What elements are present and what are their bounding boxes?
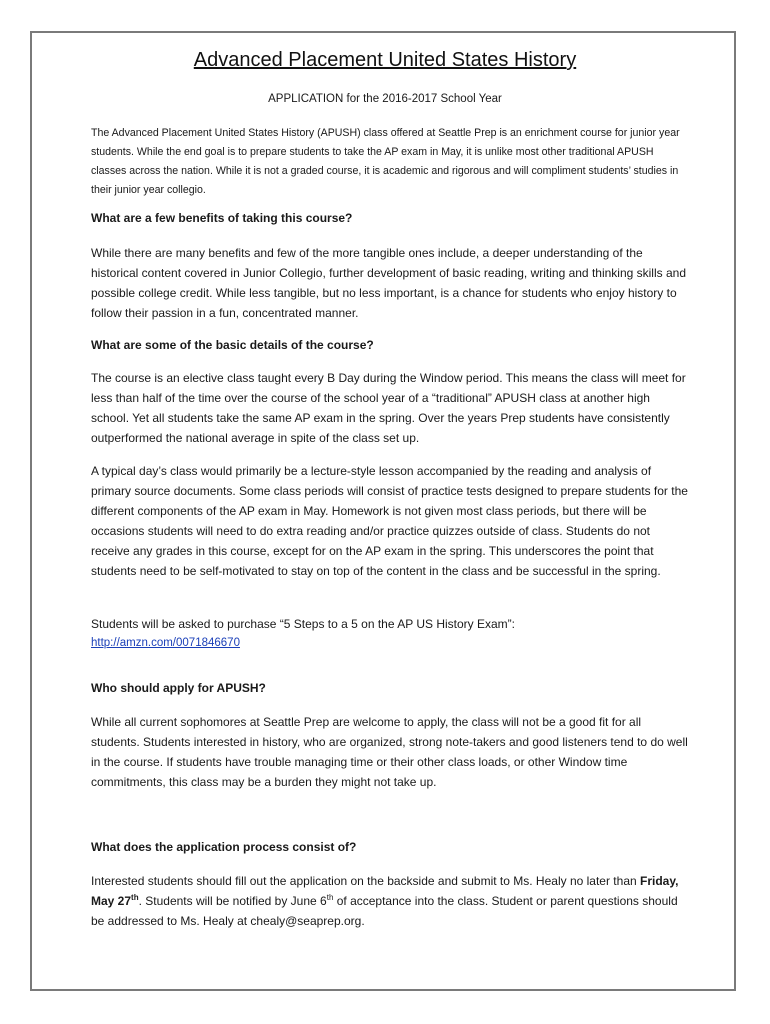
page-title: Advanced Placement United States History (193, 49, 577, 71)
answer-process-notify: . Students will be notified by June 6 (138, 894, 327, 908)
answer-process-intro: Interested students should fill out the application on the backside and submit to Ms. Healy no later than (91, 874, 637, 888)
intro-paragraph: The Advanced Placement United States History (APUSH) class offered at Seattle Prep is an enrichment course for junior year students. While the end goal is to prepare students to take the AP exam in May, it is unlike most other traditional APUSH classes across the nation. While it is not a graded course, it is academic and rigorous and will compliment students’ studies in their junior year collegio. (91, 127, 680, 196)
answer-who-apply: While all current sophomores at Seattle Prep are welcome to apply, the class will not be a good fit for all students. Students interested in history, who are organized, strong note-takers and good listeners tend to do well in the course. If students have trouble managing time or their other class loads, or other Window time commitments, this class may be a burden they might not take up. (91, 715, 688, 789)
answer-benefits: While there are many benefits and few of the more tangible ones include, a deeper understanding of the historical content covered in Junior Collegio, further development of basic reading, writing and thinking skills and possible college credit. While less tangible, but no less important, is a chance for students who enjoy history to follow their passion in a fun, concentrated manner. (91, 246, 686, 320)
answer-application-process (91, 871, 691, 931)
question-who-apply: Who should apply for APUSH? (91, 681, 266, 695)
book-link-container (91, 632, 691, 653)
answer-details-paragraph-2: A typical day’s class would primarily be a lecture-style lesson accompanied by the reading and analysis of primary source documents. Some class periods will consist of practice tests designed to prepare students for the different components of the AP exam in May. Homework is not given most class periods, but there will be occasions students will need to do extra reading and/or practice quizzes outside of class. Students do not receive any grades in this course, except for on the AP exam in the spring. This underscores the point that students need to be self-motivated to stay on top of the content in the class and be successful in the spring. (91, 464, 688, 578)
question-application-process: What does the application process consist of? (91, 840, 357, 854)
question-details: What are some of the basic details of the course? (91, 338, 374, 352)
book-link[interactable]: http://amzn.com/0071846670 (91, 637, 240, 649)
answer-process-contact: of acceptance into the class. Student or parent questions should be addressed to Ms. Healy at chealy@seaprep.org. (91, 894, 678, 928)
deadline-date: Friday, May 27th (91, 874, 679, 908)
question-benefits: What are a few benefits of taking this course? (91, 211, 353, 225)
notify-date-suffix: th (326, 893, 334, 902)
answer-details-paragraph-1: The course is an elective class taught every B Day during the Window period. This means the class will meet for less than half of the time over the course of the school year of a “traditional” APUSH class at another high school. Yet all students take the same AP exam in the spring. Over the years Prep students have consistently outperformed the national average in spite of the class set up. (91, 371, 686, 445)
page-subtitle: APPLICATION for the 2016-2017 School Year (268, 93, 502, 105)
answer-details-paragraph-3: Students will be asked to purchase “5 Steps to a 5 on the AP US History Exam”: (91, 617, 515, 631)
